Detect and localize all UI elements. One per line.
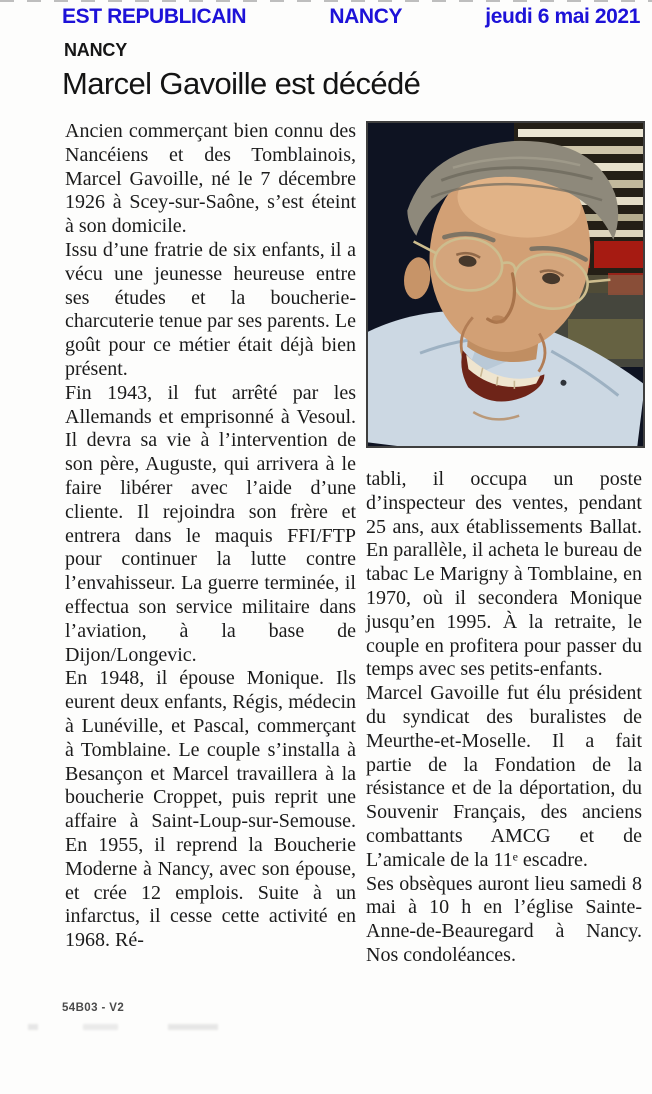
publication-name: EST REPUBLICAIN [62,5,247,28]
portrait-photo [366,121,645,448]
article-paragraph: En 1948, il épouse Monique. Ils eurent deux enfants, Régis, médecin à Lunéville, et Pascal, commerçant à Tomblaine. Le couple s’installa à Besançon et Marcel travaillera à la boucherie Croppet, puis reprit une affaire à Saint-Loup-sur-Semouse. En 1955, il reprend la Boucherie Moderne à Nancy, avec son épouse, et crée 12 emplois. Suite à un infarctus, il cesse cette activité en 1968. Ré- [65,667,356,952]
article-paragraph: Marcel Gavoille fut élu président du syndicat des buralistes de Meurthe-et-Moselle. Il a fait partie de la Fondation de la résistance et de la déportation, du Souvenir Français, des anciens combattants AMCG et de L’amicale de la 11ᵉ escadre. [366,682,642,871]
edition-name: NANCY [329,5,403,28]
portrait-illustration [368,123,643,446]
article-paragraph: Ancien commerçant bien connu des Nancéiens et des Tomblainois, Marcel Gavoille, né le 7 décembre 1926 à Scey-sur-Saône, s’est éteint à son domicile. [65,120,356,238]
article-title: Marcel Gavoille est décédé [62,66,421,101]
masthead [62,5,640,29]
scan-smudge-artifact [28,1024,243,1030]
article-paragraph: tabli, il occupa un poste d’inspecteur des ventes, pendant 25 ans, aux établissements Ballat. En parallèle, il acheta le bureau de tabac Le Marigny à Tomblaine, en 1970, où il secondera Monique jusqu’en 1995. À la retraite, le couple en profitera pour passer du temps avec ses petits-enfants. [366,468,642,681]
article-paragraph: Fin 1943, il fut arrêté par les Allemands et emprisonné à Vesoul. Il devra sa vie à l’intervention de son père, Auguste, qui arrivera à le faire libérer avec l’aide d’une cliente. Il rejoindra son frère et entrera dans le maquis FFI/FTP pour continuer la lutte contre l’envahisseur. La guerre terminée, il effectua son service militaire dans l’aviation, à la base de Dijon/Longevic. [65,381,356,666]
article-right-column [366,468,642,968]
article-paragraph: Ses obsèques auront lieu samedi 8 mai à 10 h en l’église Sainte-Anne-de-Beauregard à Nancy. Nos condoléances. [366,872,642,966]
edition-code: 54B03 - V2 [62,1002,125,1014]
article-left-column [65,120,356,953]
article-paragraph: Issu d’une fratrie de six enfants, il a vécu une jeunesse heureuse entre ses études et la boucherie-charcuterie tenue par ses parents. Le goût pour ce métier était déjà bien présent. [65,238,356,380]
scan-edge-artifact [0,0,652,2]
issue-date: jeudi 6 mai 2021 [485,5,640,28]
section-kicker: NANCY [64,40,128,60]
